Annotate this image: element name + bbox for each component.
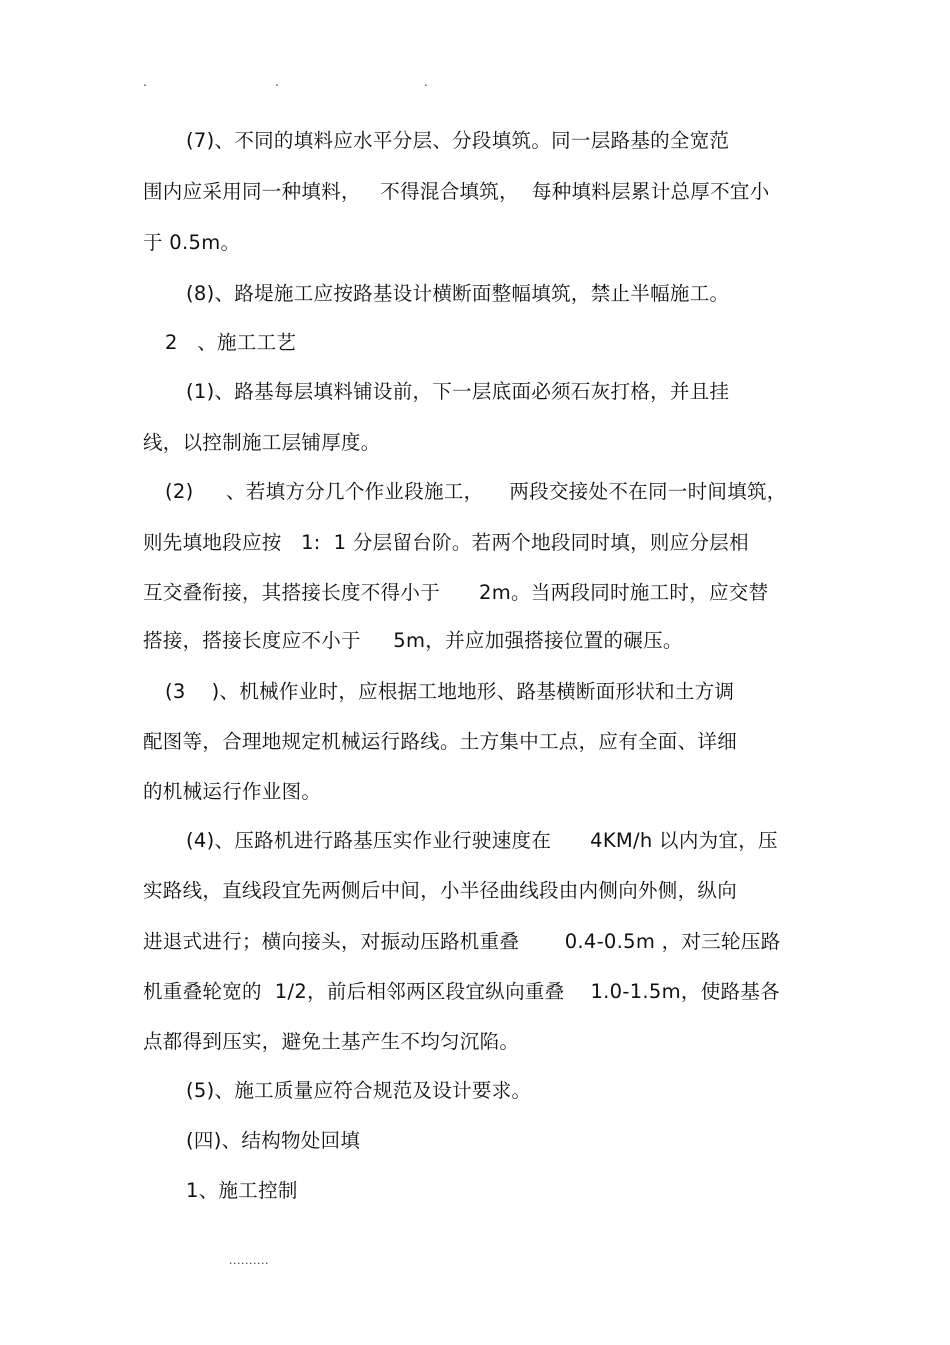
paragraph-line: 机重叠轮宽的 1/2，前后相邻两区段宜纵向重叠 1.0-1.5m，使路基各 (143, 980, 780, 1003)
paragraph-line: 实路线，直线段宜先两侧后中间，小半径曲线段由内侧向外侧，纵向 (143, 879, 738, 902)
paragraph-line: 配图等，合理地规定机械运行路线。土方集中工点，应有全面、详细 (143, 730, 738, 753)
paragraph-line: 围内应采用同一种填料， 不得混合填筑， 每种填料层累计总厚不宜小 (143, 180, 770, 203)
footer-mark: .......... (229, 1254, 269, 1267)
section-heading: 2 、施工工艺 (165, 331, 297, 354)
header-mark-1: . (143, 75, 147, 89)
header-mark-3: . (424, 75, 428, 89)
paragraph-line: (7)、不同的填料应水平分层、分段填筑。同一层路基的全宽范 (186, 129, 730, 152)
paragraph-line: (5)、施工质量应符合规范及设计要求。 (186, 1079, 532, 1102)
paragraph-line: 则先填地段应按 1: 1 分层留台阶。若两个地段同时填，则应分层相 (143, 531, 749, 554)
paragraph-line: 进退式进行；横向接头，对振动压路机重叠 0.4-0.5m ，对三轮压路 (143, 930, 781, 953)
paragraph-line: (1)、路基每层填料铺设前，下一层底面必须石灰打格，并且挂 (186, 380, 730, 403)
paragraph-line: (8)、路堤施工应按路基设计横断面整幅填筑，禁止半幅施工。 (186, 282, 730, 305)
paragraph-line: 互交叠衔接，其搭接长度不得小于 2m。当两段同时施工时，应交替 (143, 581, 769, 604)
paragraph-line: (4)、压路机进行路基压实作业行驶速度在 4KM/h 以内为宜，压 (186, 829, 778, 852)
paragraph-line: 点都得到压实，避免土基产生不均匀沉陷。 (143, 1030, 520, 1053)
paragraph-line: 线，以控制施工层铺厚度。 (143, 431, 381, 454)
section-heading: (四)、结构物处回填 (186, 1129, 361, 1152)
paragraph-line: (3 )、机械作业时，应根据工地地形、路基横断面形状和土方调 (165, 680, 735, 703)
paragraph-line: (2) 、若填方分几个作业段施工， 两段交接处不在同一时间填筑， (165, 480, 787, 503)
paragraph-line: 搭接，搭接长度应不小于 5m，并应加强搭接位置的碾压。 (143, 629, 683, 652)
paragraph-line: 于 0.5m。 (143, 231, 241, 254)
section-heading: 1、施工控制 (186, 1179, 298, 1202)
header-mark-2: . (275, 75, 279, 89)
paragraph-line: 的机械运行作业图。 (143, 780, 322, 803)
